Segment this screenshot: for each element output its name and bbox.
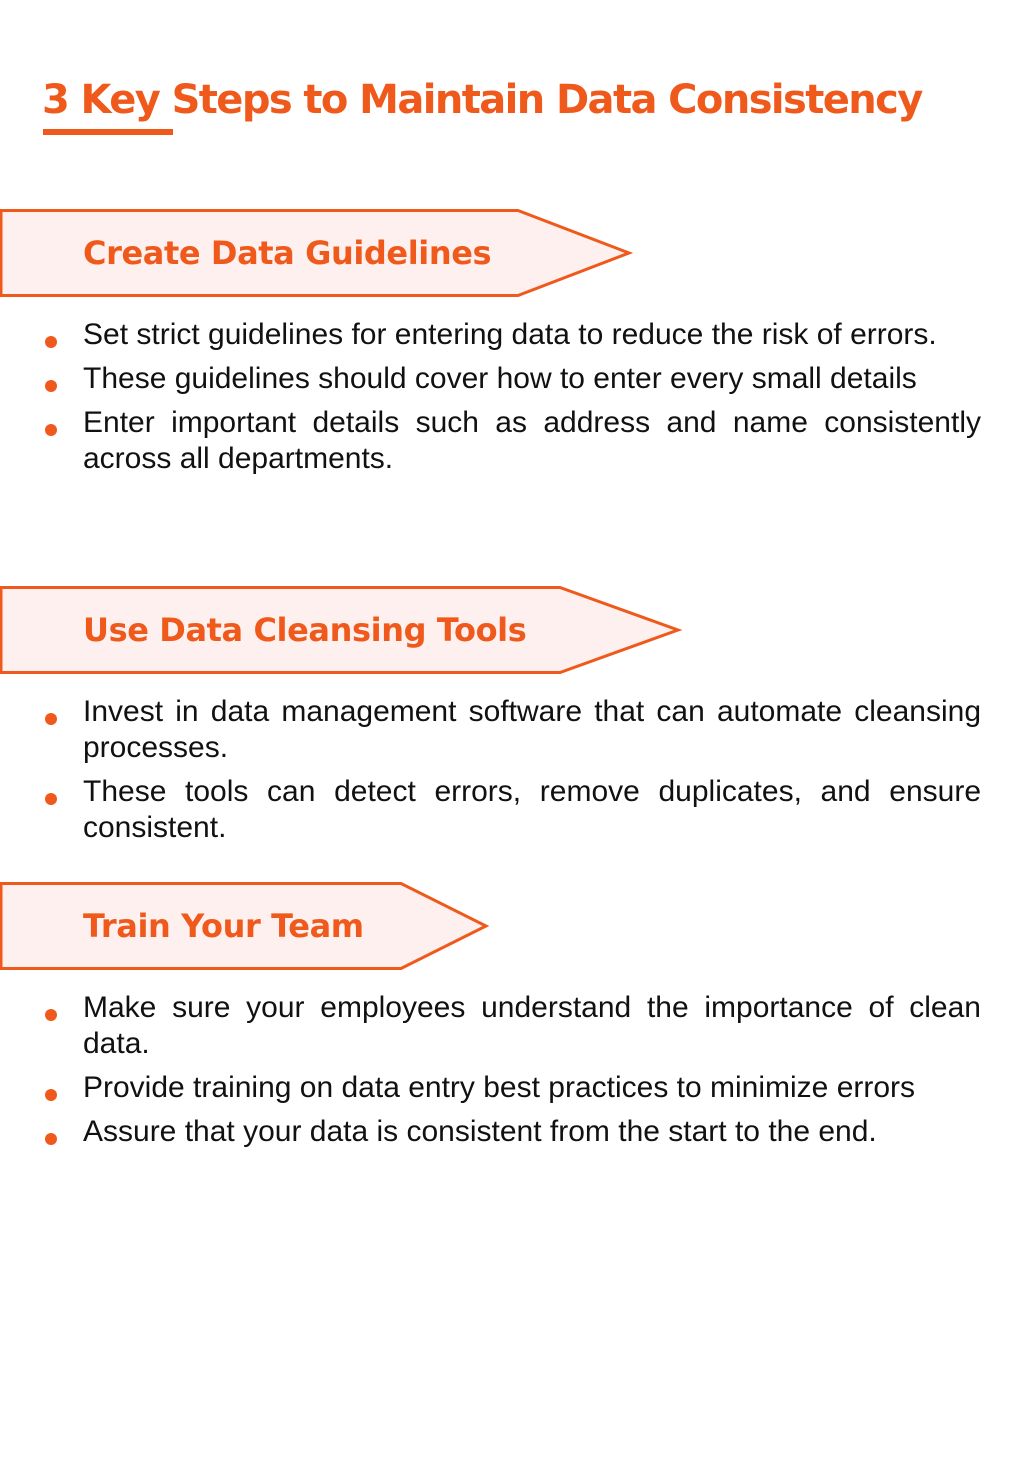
- bullet-text: Enter important details such as address and name consistently across all departments.: [83, 406, 981, 475]
- bullet-icon: [45, 1009, 57, 1021]
- bullet-text: These guidelines should cover how to enter every small details: [83, 362, 917, 395]
- bullet-text: Set strict guidelines for entering data to reduce the risk of errors.: [83, 318, 937, 351]
- bullet-icon: [45, 1133, 57, 1145]
- bullet-icon: [45, 336, 57, 348]
- bullet-list-create-data-guidelines: [0, 317, 1024, 485]
- list-item: [0, 1070, 1024, 1106]
- page-title: 3 Key Steps to Maintain Data Consistency: [42, 77, 922, 123]
- bullet-icon: [45, 713, 57, 725]
- bullet-list-use-data-cleansing-tools: [0, 694, 1024, 854]
- bullet-text: Assure that your data is consistent from the start to the end.: [83, 1115, 877, 1148]
- bullet-text: These tools can detect errors, remove duplicates, and ensure consistent.: [83, 775, 981, 844]
- section-banner-create-data-guidelines: [0, 209, 634, 297]
- title-underline: [43, 129, 173, 135]
- bullet-list-train-your-team: [0, 990, 1024, 1158]
- bullet-icon: [45, 380, 57, 392]
- list-item: [0, 317, 1024, 353]
- list-item: [0, 774, 1024, 846]
- list-item: [0, 1114, 1024, 1150]
- list-item: [0, 361, 1024, 397]
- bullet-text: Make sure your employees understand the importance of clean data.: [83, 991, 981, 1060]
- section-heading: Create Data Guidelines: [83, 234, 492, 272]
- section-banner-use-data-cleansing-tools: [0, 586, 684, 674]
- bullet-icon: [45, 1089, 57, 1101]
- section-heading: Use Data Cleansing Tools: [83, 611, 527, 649]
- bullet-text: Provide training on data entry best practices to minimize errors: [83, 1071, 916, 1104]
- section-banner-train-your-team: [0, 882, 492, 970]
- list-item: [0, 405, 1024, 477]
- bullet-icon: [45, 424, 57, 436]
- bullet-text: Invest in data management software that can automate cleansing processes.: [83, 695, 981, 764]
- list-item: [0, 694, 1024, 766]
- bullet-icon: [45, 793, 57, 805]
- list-item: [0, 990, 1024, 1062]
- section-heading: Train Your Team: [83, 907, 364, 945]
